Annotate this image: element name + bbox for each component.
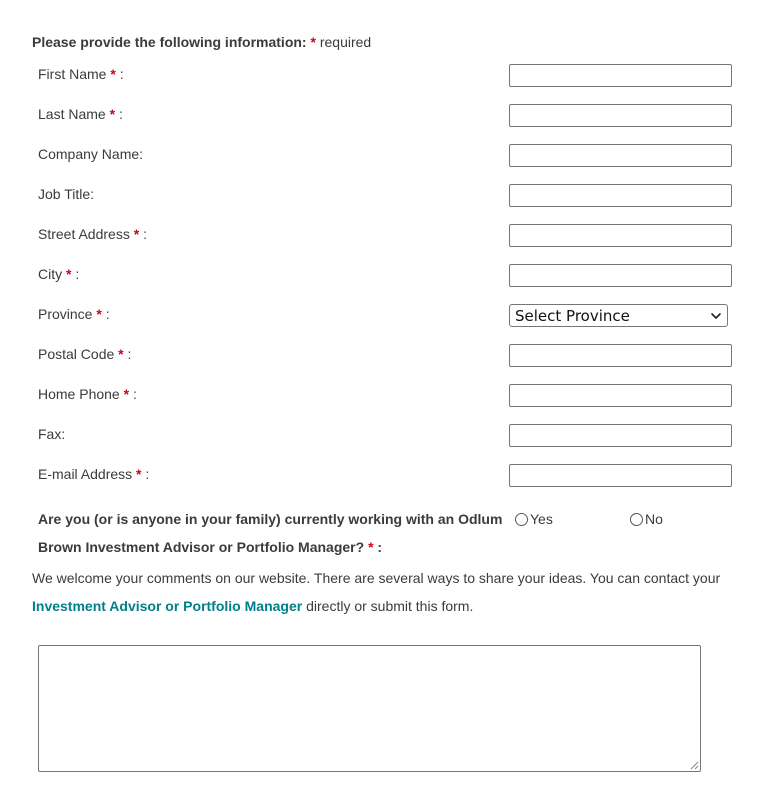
postal-code-label: Postal Code * : xyxy=(38,346,132,362)
radio-yes-circle[interactable] xyxy=(515,513,528,526)
city-label: City * : xyxy=(38,266,80,282)
company-name-input[interactable] xyxy=(509,144,732,167)
required-star: * xyxy=(123,386,130,402)
city-input[interactable] xyxy=(509,264,732,287)
required-note: required xyxy=(319,34,372,50)
intro-text: Please provide the following information: xyxy=(32,34,307,50)
postal-code-input[interactable] xyxy=(509,344,732,367)
first-name-input[interactable] xyxy=(509,64,732,87)
radio-yes[interactable] xyxy=(515,511,553,527)
comment-textarea[interactable] xyxy=(38,645,701,772)
last-name-input[interactable] xyxy=(509,104,732,127)
job-title-input[interactable] xyxy=(509,184,732,207)
radio-no-label: No xyxy=(645,511,663,527)
last-name-label: Last Name * : xyxy=(38,106,123,122)
required-star: * xyxy=(109,106,116,122)
first-name-label: First Name * : xyxy=(38,66,124,82)
comments-paragraph: We welcome your comments on our website. There are several ways to share your ideas. You can contact your Investment Advisor or Portfolio Manager directly or submit this form. xyxy=(32,570,721,614)
fax-label: Fax: xyxy=(38,426,66,442)
fax-input[interactable] xyxy=(509,424,732,447)
required-star: * xyxy=(96,306,102,322)
home-phone-input[interactable] xyxy=(509,384,732,407)
radio-no[interactable] xyxy=(630,511,663,527)
radio-no-circle[interactable] xyxy=(630,513,643,526)
province-label: Province * : xyxy=(38,306,110,322)
advisor-question-text: Are you (or is anyone in your family) currently working with an Odlum Brown Investment Advisor or Portfolio Manager? xyxy=(38,511,503,555)
required-star: * xyxy=(368,539,374,555)
form-intro xyxy=(32,33,371,51)
email-label: E-mail Address * : xyxy=(38,466,150,482)
province-select[interactable] xyxy=(509,304,728,327)
required-star: * xyxy=(118,346,124,362)
email-input[interactable] xyxy=(509,464,732,487)
advisor-question: Are you (or is anyone in your family) currently working with an Odlum Brown Investment Advisor or Portfolio Manager? * : xyxy=(38,511,503,555)
chevron-down-icon xyxy=(710,310,722,322)
resize-grip-icon[interactable] xyxy=(690,761,699,770)
job-title-label: Job Title: xyxy=(38,186,95,202)
required-star: * xyxy=(136,466,142,482)
radio-yes-label: Yes xyxy=(530,511,553,527)
company-name-label: Company Name: xyxy=(38,146,144,162)
required-star: * xyxy=(66,266,72,282)
home-phone-label: Home Phone * : xyxy=(38,386,137,402)
advisor-link[interactable]: Investment Advisor or Portfolio Manager xyxy=(32,598,303,614)
street-address-input[interactable] xyxy=(509,224,732,247)
province-select-value: Select Province xyxy=(515,306,630,325)
street-address-label: Street Address * : xyxy=(38,226,147,242)
required-star: * xyxy=(310,34,316,50)
required-star: * xyxy=(133,226,140,242)
required-star: * xyxy=(110,66,116,82)
